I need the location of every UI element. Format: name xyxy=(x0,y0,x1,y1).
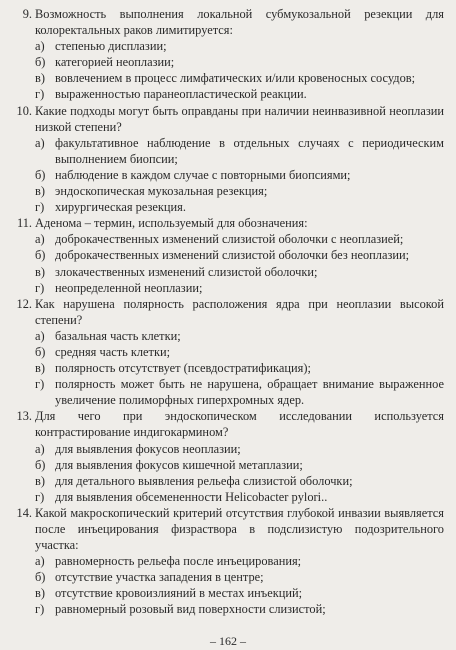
question-heading xyxy=(10,296,444,328)
answer-option xyxy=(35,167,444,183)
option-letter: г) xyxy=(35,602,45,617)
question-heading xyxy=(10,408,444,440)
option-letter: б) xyxy=(35,344,46,359)
option-text: полярность может быть не нарушена, обращает внимание выраженное увеличение полиморфных гиперхромных ядер. xyxy=(55,377,444,408)
answer-option xyxy=(35,569,444,585)
option-letter: в) xyxy=(35,71,45,86)
answer-option xyxy=(35,264,444,280)
option-letter: а) xyxy=(35,232,45,247)
question-number: 13. xyxy=(16,409,32,424)
question-heading xyxy=(10,215,444,231)
question-10 xyxy=(10,103,444,216)
option-letter: б) xyxy=(35,55,46,70)
question-9 xyxy=(10,6,444,103)
answer-option xyxy=(35,183,444,199)
answer-options xyxy=(10,135,444,215)
option-letter: в) xyxy=(35,361,45,376)
option-letter: а) xyxy=(35,39,45,54)
answer-option xyxy=(35,585,444,601)
answer-options xyxy=(10,231,444,295)
option-text: равномерность рельефа после инъецирования; xyxy=(55,554,302,569)
option-letter: г) xyxy=(35,489,45,504)
answer-option xyxy=(35,344,444,360)
question-14 xyxy=(10,505,444,618)
answer-option xyxy=(35,247,444,263)
option-text: отсутствие участка западения в центре; xyxy=(55,570,264,585)
option-text: для детального выявления рельефа слизистой оболочки; xyxy=(55,473,353,488)
question-text: Какой макроскопический критерий отсутствия глубокой инвазии выявляется после инъецирования физраствора в подслизистую подозрительного участка: xyxy=(35,505,444,553)
question-number: 10. xyxy=(16,103,32,118)
question-heading xyxy=(10,103,444,135)
option-text: факультативное наблюдение в отдельных случаях с периодическим выполнением биопсии; xyxy=(55,135,444,166)
option-text: выраженностью паранеопластической реакции. xyxy=(55,87,307,102)
answer-option xyxy=(35,86,444,102)
question-number: 12. xyxy=(16,296,32,311)
question-text: Возможность выполнения локальной субмукозальной резекции для колоректальных раков лимитируется: xyxy=(35,7,444,38)
answer-options xyxy=(10,553,444,617)
answer-option xyxy=(35,457,444,473)
option-letter: в) xyxy=(35,473,45,488)
option-letter: а) xyxy=(35,328,45,343)
option-text: средняя часть клетки; xyxy=(55,344,171,359)
answer-option xyxy=(35,601,444,617)
option-text: для выявления обсемененности Helicobacter pylori.. xyxy=(55,489,328,504)
answer-option xyxy=(35,135,444,167)
option-letter: в) xyxy=(35,586,45,601)
question-heading xyxy=(10,505,444,553)
option-text: вовлечением в процесс лимфатических и/или кровеносных сосудов; xyxy=(55,71,416,86)
question-number: 9. xyxy=(22,7,32,21)
option-text: эндоскопическая мукозальная резекция; xyxy=(55,184,268,199)
option-text: полярность отсутствует (псевдостратификация); xyxy=(55,361,311,376)
option-text: доброкачественных изменений слизистой оболочки без неоплазии; xyxy=(55,248,410,263)
answer-option xyxy=(35,553,444,569)
answer-option xyxy=(35,489,444,505)
question-text: Для чего при эндоскопическом исследовании используется контрастирование индигокармином? xyxy=(35,409,444,440)
option-letter: в) xyxy=(35,264,45,279)
option-text: для выявления фокусов неоплазии; xyxy=(55,441,241,456)
option-letter: б) xyxy=(35,570,46,585)
question-number: 11. xyxy=(16,216,32,231)
option-letter: г) xyxy=(35,87,45,102)
answer-options xyxy=(10,441,444,505)
question-12 xyxy=(10,296,444,409)
option-letter: а) xyxy=(35,135,45,150)
page-number: – 162 – xyxy=(210,634,246,648)
option-letter: в) xyxy=(35,184,45,199)
option-text: базальная часть клетки; xyxy=(55,328,181,343)
option-text: равномерный розовый вид поверхности слизистой; xyxy=(55,602,326,617)
answer-option xyxy=(35,280,444,296)
answer-options xyxy=(10,38,444,102)
question-text: Как нарушена полярность расположения ядра при неоплазии высокой степени? xyxy=(35,296,444,327)
option-letter: б) xyxy=(35,248,46,263)
answer-option xyxy=(35,54,444,70)
answer-option xyxy=(35,328,444,344)
option-letter: г) xyxy=(35,200,45,215)
answer-options xyxy=(10,328,444,408)
option-text: для выявления фокусов кишечной метаплазии; xyxy=(55,457,303,472)
answer-option xyxy=(35,70,444,86)
option-text: степенью дисплазии; xyxy=(55,39,167,54)
option-letter: б) xyxy=(35,457,46,472)
answer-option xyxy=(35,441,444,457)
option-text: неопределенной неоплазии; xyxy=(55,280,203,295)
question-heading xyxy=(10,6,444,38)
answer-option xyxy=(35,199,444,215)
option-text: хирургическая резекция. xyxy=(55,200,186,215)
option-letter: а) xyxy=(35,441,45,456)
answer-option xyxy=(35,473,444,489)
option-letter: г) xyxy=(35,377,45,392)
question-text: Аденома – термин, используемый для обозначения: xyxy=(35,216,308,231)
option-text: злокачественных изменений слизистой оболочки; xyxy=(55,264,318,279)
option-text: отсутствие кровоизлияний в местах инъекций; xyxy=(55,586,303,601)
question-11 xyxy=(10,215,444,295)
answer-option xyxy=(35,38,444,54)
option-text: категорией неоплазии; xyxy=(55,55,175,70)
question-number: 14. xyxy=(16,505,32,520)
answer-option xyxy=(35,360,444,376)
option-letter: а) xyxy=(35,554,45,569)
question-text: Какие подходы могут быть оправданы при наличии неинвазивной неоплазии низкой степени? xyxy=(35,103,444,134)
option-text: доброкачественных изменений слизистой оболочки с неоплазией; xyxy=(55,232,404,247)
option-text: наблюдение в каждом случае с повторными биопсиями; xyxy=(55,167,351,182)
option-letter: г) xyxy=(35,280,45,295)
question-13 xyxy=(10,408,444,505)
option-letter: б) xyxy=(35,167,46,182)
answer-option xyxy=(35,376,444,408)
answer-option xyxy=(35,231,444,247)
